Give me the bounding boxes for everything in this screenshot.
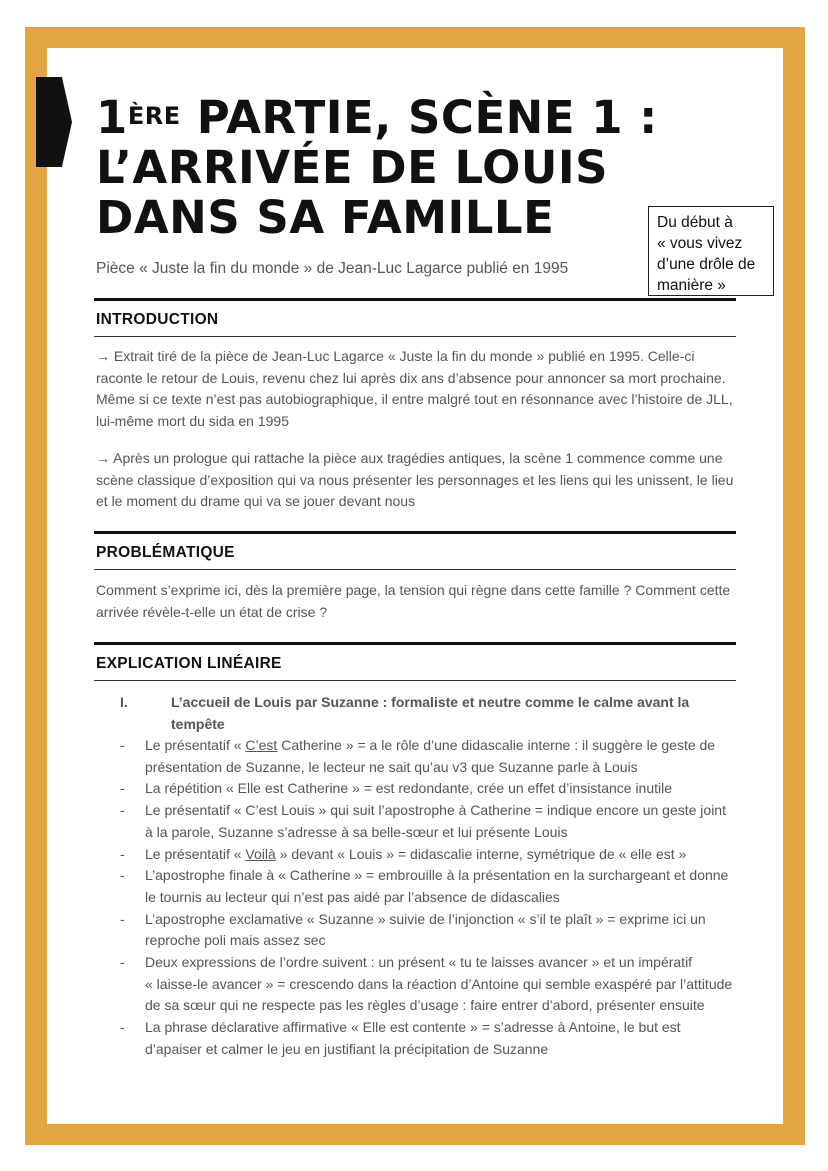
text-line: le tournis au lecteur qui n’est pas aidé par l’absence de didascalies <box>145 888 560 905</box>
text-line: et le moment du drame qui va se jouer devant nous <box>96 493 416 510</box>
list-item <box>96 952 736 1017</box>
text-line: raconte le retour de Louis, revenu chez lui après dix ans d’absence pour annoncer sa mort prochaine. <box>96 369 726 386</box>
text-line: L’apostrophe exclamative « Suzanne » suivie de l’injonction « s’il te plaît » = exprime ici un <box>145 910 706 927</box>
text-line: L’apostrophe finale à « Catherine » = embrouille à la présentation en la surchargeant et donne <box>145 867 729 884</box>
explication-section <box>94 642 736 681</box>
text-line: Comment s’exprime ici, dès la première page, la tension qui règne dans cette famille ? Comment cette <box>96 582 731 598</box>
part-title <box>171 692 741 735</box>
title-line-2: L’ARRIVÉE DE LOUIS <box>96 141 609 194</box>
text-line: arrivée révèle-t-elle un état de crise ? <box>96 603 328 620</box>
text-line: lui-même mort du sida en 1995 <box>96 413 289 430</box>
dash-marker: - <box>120 867 125 884</box>
text-fragment: Le présentatif « <box>145 845 246 862</box>
text-line: à la parole, Suzanne s’adresse à sa belle-sœur et lui présente Louis <box>145 823 568 840</box>
text-line: → Après un prologue qui rattache la pièce aux tragédies antiques, la scène 1 commence comme une <box>96 450 723 466</box>
introduction-paragraph-2 <box>96 448 732 513</box>
range-line: « vous vivez <box>657 235 743 252</box>
subtitle: Pièce « Juste la fin du monde » de Jean-Luc Lagarce publié en 1995 <box>96 260 569 277</box>
list-item <box>96 909 736 952</box>
text-line: présentation de Suzanne, le lecteur ne sait qu’au v3 que Suzanne parle à Louis <box>145 758 638 775</box>
underlined-word: C’est <box>245 737 278 753</box>
title-line-3: DANS SA FAMILLE <box>96 191 555 244</box>
text-line: Le présentatif « C’est Louis » qui suit l’apostrophe à Catherine = indique encore un geste joint <box>145 802 726 819</box>
title-ordinal: ÈRE <box>127 102 181 130</box>
text-fragment: » devant « Louis » = didascalie interne, symétrique de « elle est » <box>275 845 687 862</box>
dash-marker: - <box>120 910 125 927</box>
introduction-section <box>94 298 736 337</box>
problematique-section <box>94 531 736 570</box>
dash-marker: - <box>120 954 125 971</box>
text-line: Deux expressions de l’ordre suivent : un présent « tu te laisses avancer » et un impératif <box>145 954 693 971</box>
list-item <box>96 778 736 800</box>
range-line: Du début à <box>657 214 733 231</box>
list-item <box>96 735 736 778</box>
introduction-heading: INTRODUCTION <box>94 301 736 337</box>
explication-heading: EXPLICATION LINÉAIRE <box>94 645 736 681</box>
dash-marker: - <box>120 737 125 753</box>
dash-marker: - <box>120 780 125 797</box>
excerpt-range-box <box>648 206 774 296</box>
text-line: → Extrait tiré de la pièce de Jean-Luc Lagarce « Juste la fin du monde » publié en 1995. Celle-ci <box>96 348 695 364</box>
text-line: reproche poli mais assez sec <box>145 932 326 949</box>
text-line: La phrase déclarative affirmative « Elle est contente » = s’adresse à Antoine, le but est <box>145 1019 681 1036</box>
dash-marker: - <box>120 802 125 819</box>
list-item <box>96 800 736 843</box>
analysis-list <box>96 735 736 1061</box>
introduction-paragraph-1 <box>96 346 732 433</box>
part-title-line: L’accueil de Louis par Suzanne : formaliste et neutre comme le calme avant la <box>171 694 690 710</box>
dash-marker: - <box>120 1019 125 1036</box>
list-item <box>96 844 736 866</box>
text-line: « laisse-le avancer » = crescendo dans la réaction d’Antoine qui semble exaspéré par l’attitude <box>145 975 733 992</box>
range-line: manière » <box>657 277 726 294</box>
range-line: d’une drôle de <box>657 256 756 273</box>
underlined-word: Voilà <box>245 845 276 862</box>
list-item <box>96 865 736 908</box>
title-number: 1 <box>96 91 128 144</box>
part-title-line: tempête <box>171 715 225 732</box>
problematique-heading: PROBLÉMATIQUE <box>94 534 736 570</box>
title-line-1: PARTIE, SCÈNE 1 : <box>180 91 658 144</box>
text-line: de sa sœur qui ne respecte pas les règles d’usage : faire entrer d’abord, présenter ensuite <box>145 997 705 1014</box>
page-title <box>96 93 656 243</box>
part-number: I. <box>120 694 128 710</box>
text-fragment: Catherine » = a le rôle d’une didascalie interne : il suggère le geste de <box>277 737 716 753</box>
text-fragment: Le présentatif « <box>145 737 246 753</box>
list-item <box>96 1017 736 1060</box>
dash-marker: - <box>120 845 125 862</box>
text-line: scène classique d’exposition qui va nous présenter les personnages et les liens qui les unissent, le lieu <box>96 471 734 488</box>
problematique-text <box>96 580 732 623</box>
text-line: Même si ce texte n’est pas autobiographique, il entre malgré tout en résonnance avec l’histoire de JLL, <box>96 391 733 408</box>
text-line: d’apaiser et calmer le jeu en justifiant la précipitation de Suzanne <box>145 1040 549 1057</box>
text-line: La répétition « Elle est Catherine » = est redondante, crée un effet d’insistance inutile <box>145 780 673 797</box>
